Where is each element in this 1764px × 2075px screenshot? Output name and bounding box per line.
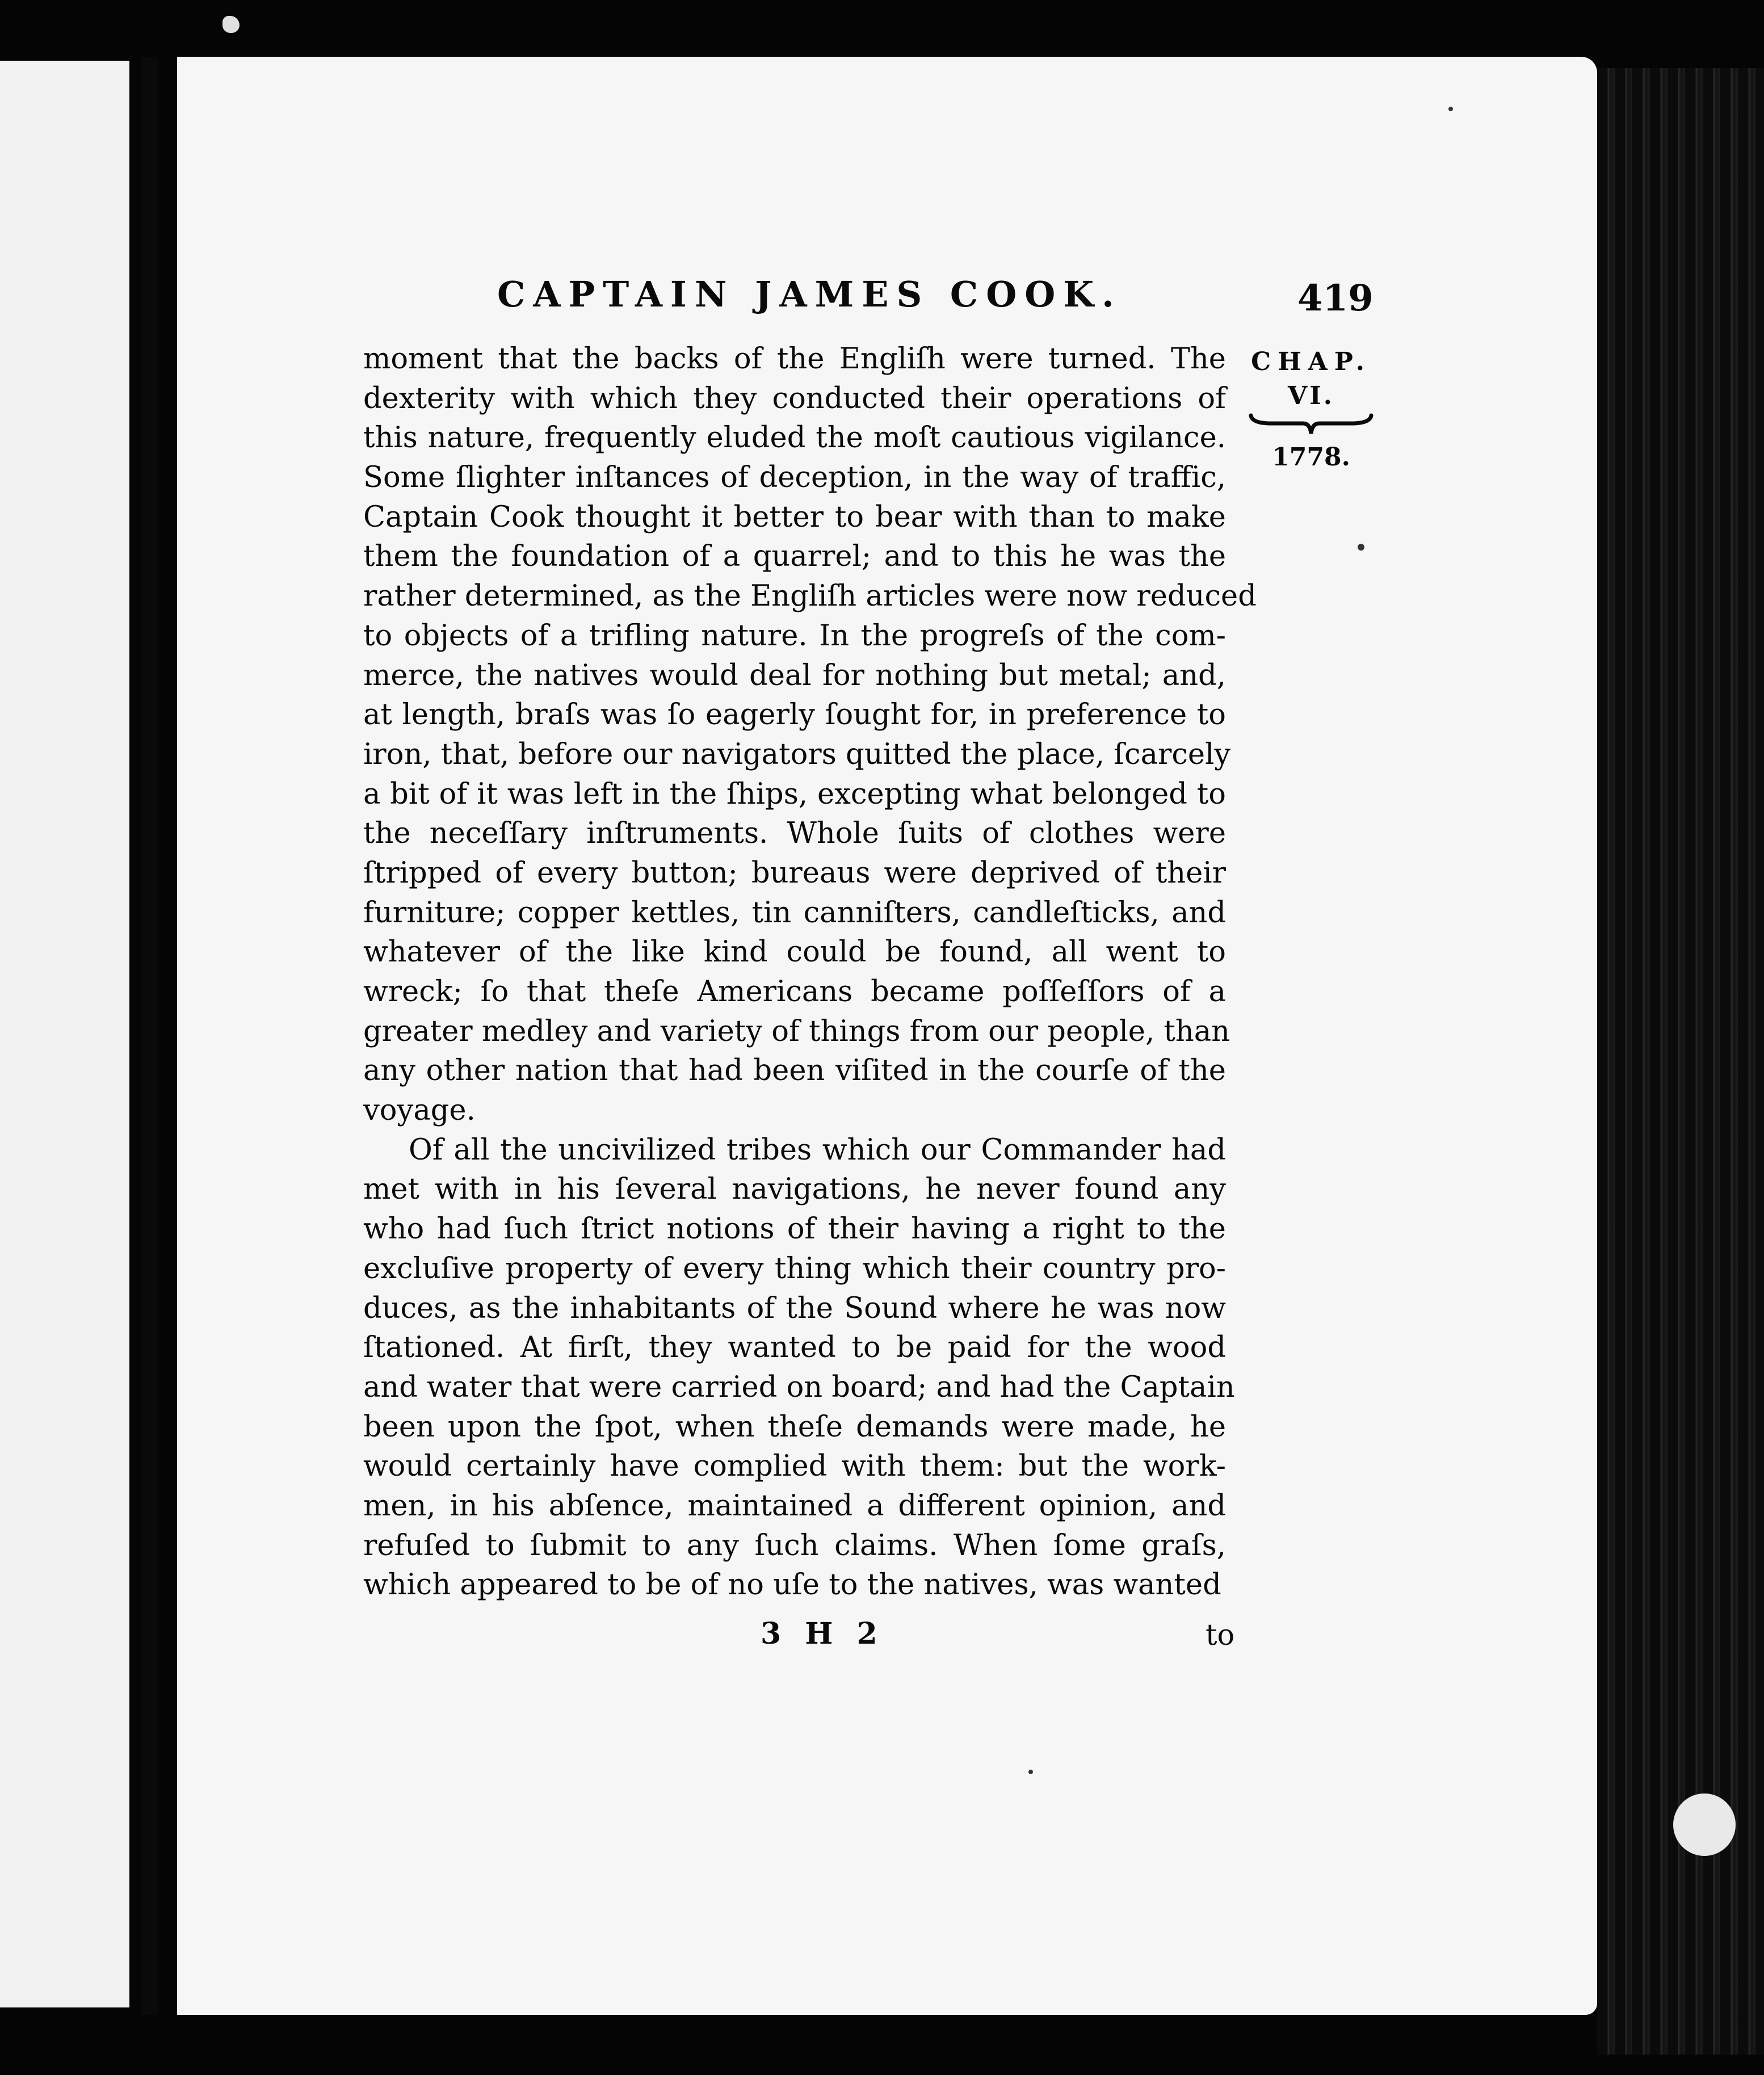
text-line: dexterity with which they conducted their operations of	[363, 381, 1226, 415]
text-line: any other nation that had been viſited in the courſe of the	[363, 1054, 1226, 1088]
text-line: rather determined, as the Engliſh articles were now reduced	[363, 579, 1257, 614]
text-line: iron, that, before our navigators quitted the place, ſcarcely	[363, 737, 1231, 771]
text-line: and water that were carried on board; and had the Captain	[363, 1370, 1235, 1404]
text-line: voyage.	[363, 1094, 476, 1128]
text-line: furniture; copper kettles, tin canniſters, candleſticks, and	[363, 896, 1226, 930]
page-stack-edge	[1597, 68, 1764, 2055]
text-line: excluſive property of every thing which their country pro-	[363, 1251, 1226, 1286]
text-line: which appeared to be of no uſe to the natives, was wanted	[363, 1568, 1221, 1602]
text-line: who had ſuch ſtrict notions of their having a right to the	[363, 1212, 1226, 1246]
text-line: greater medley and variety of things from our people, than	[363, 1014, 1230, 1048]
text-line: the neceſſary inſtruments. Whole ſuits of clothes were	[363, 817, 1226, 851]
text-line: moment that the backs of the Engliſh were turned. The	[363, 342, 1226, 376]
paragraph	[363, 1131, 1235, 1605]
ink-speck	[1028, 1770, 1033, 1774]
text-line: ſtripped of every button; bureaus were deprived of their	[363, 856, 1226, 890]
ink-speck	[1448, 107, 1453, 111]
text-line: at length, braſs was ſo eagerly ſought for, in preference to	[363, 698, 1226, 732]
text-line: Captain Cook thought it better to bear with than to make	[363, 500, 1226, 534]
chapter-number: VI.	[1287, 381, 1335, 410]
margin-note	[1243, 345, 1379, 474]
text-line: to objects of a trifling nature. In the progreſs of the com-	[363, 619, 1226, 653]
text-line: merce, the natives would deal for nothing but metal; and,	[363, 658, 1226, 692]
text-line: been upon the ſpot, when theſe demands were made, he	[363, 1410, 1226, 1444]
text-line: them the foundation of a quarrel; and to this he was the	[363, 540, 1226, 574]
text-line: wreck; ſo that theſe Americans became poſſeſſors of a	[363, 975, 1226, 1009]
body-text	[363, 339, 1257, 1605]
ink-speck	[1358, 544, 1364, 551]
paragraph	[363, 339, 1257, 1131]
text-line: duces, as the inhabitants of the Sound where he was now	[363, 1291, 1226, 1325]
running-head: CAPTAIN JAMES COOK.	[497, 274, 1122, 315]
paper-blemish	[1673, 1793, 1736, 1856]
text-line: a bit of it was left in the ſhips, excepting what belonged to	[363, 777, 1226, 811]
text-line: whatever of the like kind could be found, all went to	[363, 935, 1226, 969]
text-line: refuſed to ſubmit to any ſuch claims. When ſome graſs,	[363, 1528, 1226, 1562]
catchword: to	[1206, 1619, 1235, 1652]
text-line: would certainly have complied with them: but the work-	[363, 1450, 1226, 1484]
text-line: met with in his ſeveral navigations, he never found any	[363, 1173, 1226, 1207]
brace-icon	[1249, 413, 1374, 436]
gutter-shadow	[141, 57, 158, 2015]
text-line: ſtationed. At firſt, they wanted to be paid for the wood	[363, 1331, 1226, 1365]
corner-blemish	[222, 16, 240, 33]
signature-mark: 3 H 2	[761, 1616, 884, 1651]
chapter-label: CHAP.	[1251, 347, 1371, 376]
facing-page-edge	[0, 61, 129, 2007]
text-line: this nature, frequently eluded the moſt cautious vigilance.	[363, 421, 1226, 455]
page-number: 419	[1297, 277, 1374, 320]
text-line: men, in his abſence, maintained a different opinion, and	[363, 1489, 1226, 1523]
margin-year: 1778.	[1272, 443, 1350, 472]
text-line: Of all the uncivilized tribes which our Commander had	[409, 1133, 1226, 1167]
text-line: Some ſlighter inſtances of deception, in the way of traffic,	[363, 461, 1226, 495]
